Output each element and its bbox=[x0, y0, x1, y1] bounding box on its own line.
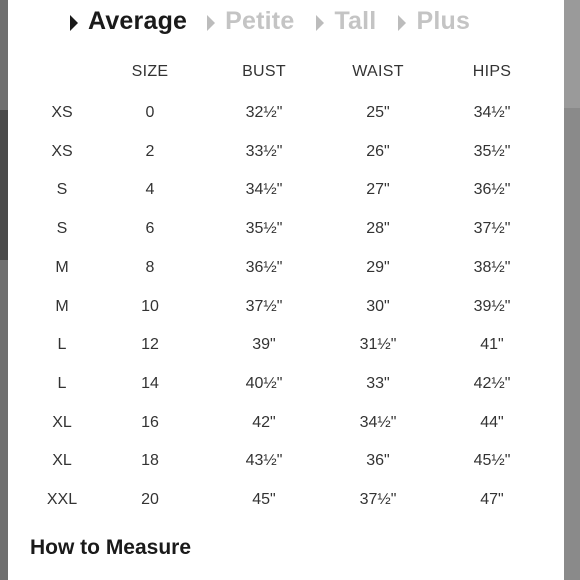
size-table bbox=[8, 0, 564, 530]
how-to-measure-heading: How to Measure bbox=[30, 536, 192, 559]
hips-cell: 34½" bbox=[473, 104, 511, 121]
waist-cell: 37½" bbox=[359, 491, 397, 508]
hips-cell: 35½" bbox=[473, 142, 511, 160]
size-label-cell: L bbox=[57, 336, 67, 354]
size-label-cell: S bbox=[56, 181, 68, 199]
header-waist: WAIST bbox=[352, 63, 404, 80]
bust-cell: 40½" bbox=[245, 374, 283, 392]
waist-cell: 26" bbox=[366, 142, 390, 160]
waist-cell: 33" bbox=[366, 374, 390, 392]
size-label-cell: XL bbox=[52, 413, 72, 431]
hips-cell: 42½" bbox=[473, 374, 511, 392]
size-cell: 16 bbox=[141, 413, 159, 431]
waist-cell: 30" bbox=[366, 297, 390, 315]
waist-cell: 29" bbox=[366, 258, 390, 276]
size-chart-panel bbox=[8, 0, 564, 580]
size-label-cell: M bbox=[55, 297, 69, 315]
size-label-cell: XL bbox=[52, 452, 72, 470]
bust-cell: 32½" bbox=[245, 104, 283, 121]
waist-cell: 36" bbox=[366, 452, 390, 470]
size-cell: 6 bbox=[145, 220, 155, 238]
hips-cell: 36½" bbox=[473, 181, 511, 199]
size-cell: 12 bbox=[141, 336, 159, 354]
header-bust: BUST bbox=[242, 63, 286, 80]
background-right-band bbox=[564, 0, 580, 108]
size-cell: 2 bbox=[145, 142, 155, 160]
size-label-cell: XXL bbox=[46, 491, 78, 508]
size-label-cell: XS bbox=[51, 142, 73, 160]
size-cell: 4 bbox=[145, 181, 155, 199]
hips-cell: 41" bbox=[480, 336, 504, 354]
size-cell: 20 bbox=[141, 491, 159, 508]
size-label-cell: M bbox=[55, 258, 69, 276]
waist-cell: 27" bbox=[366, 181, 390, 199]
waist-cell: 28" bbox=[366, 220, 390, 238]
tab-plus-label: Plus bbox=[416, 6, 471, 35]
bust-cell: 43½" bbox=[245, 452, 283, 470]
size-cell: 18 bbox=[141, 452, 159, 470]
bust-cell: 42" bbox=[252, 413, 276, 431]
bust-cell: 35½" bbox=[245, 220, 283, 238]
background-left-edge bbox=[0, 0, 8, 580]
bust-cell: 39" bbox=[252, 336, 276, 354]
waist-cell: 31½" bbox=[359, 336, 397, 354]
tab-petite-label: Petite bbox=[225, 6, 295, 35]
size-cell: 8 bbox=[145, 258, 155, 276]
waist-cell: 34½" bbox=[359, 413, 397, 431]
hips-cell: 38½" bbox=[473, 258, 511, 276]
hips-cell: 44" bbox=[480, 413, 504, 431]
hips-cell: 37½" bbox=[473, 220, 511, 238]
size-label-cell: S bbox=[56, 220, 68, 238]
tab-tall-label: Tall bbox=[334, 6, 377, 35]
bust-cell: 33½" bbox=[245, 142, 283, 160]
waist-cell: 25" bbox=[366, 104, 390, 121]
hips-cell: 39½" bbox=[473, 297, 511, 315]
size-label-cell: XS bbox=[51, 104, 73, 121]
bust-cell: 37½" bbox=[245, 297, 283, 315]
header-hips: HIPS bbox=[472, 63, 512, 80]
tab-average-label: Average bbox=[88, 6, 188, 35]
size-label-cell: L bbox=[57, 374, 67, 392]
bust-cell: 34½" bbox=[245, 181, 283, 199]
size-cell: 14 bbox=[141, 374, 159, 392]
header-size: SIZE bbox=[131, 63, 169, 80]
background-left-notch bbox=[0, 110, 8, 260]
background-right-edge bbox=[564, 0, 580, 580]
size-cell: 0 bbox=[145, 104, 155, 121]
bust-cell: 36½" bbox=[245, 258, 283, 276]
bust-cell: 45" bbox=[252, 491, 276, 508]
hips-cell: 47" bbox=[480, 491, 504, 508]
hips-cell: 45½" bbox=[473, 452, 511, 470]
size-cell: 10 bbox=[141, 297, 159, 315]
